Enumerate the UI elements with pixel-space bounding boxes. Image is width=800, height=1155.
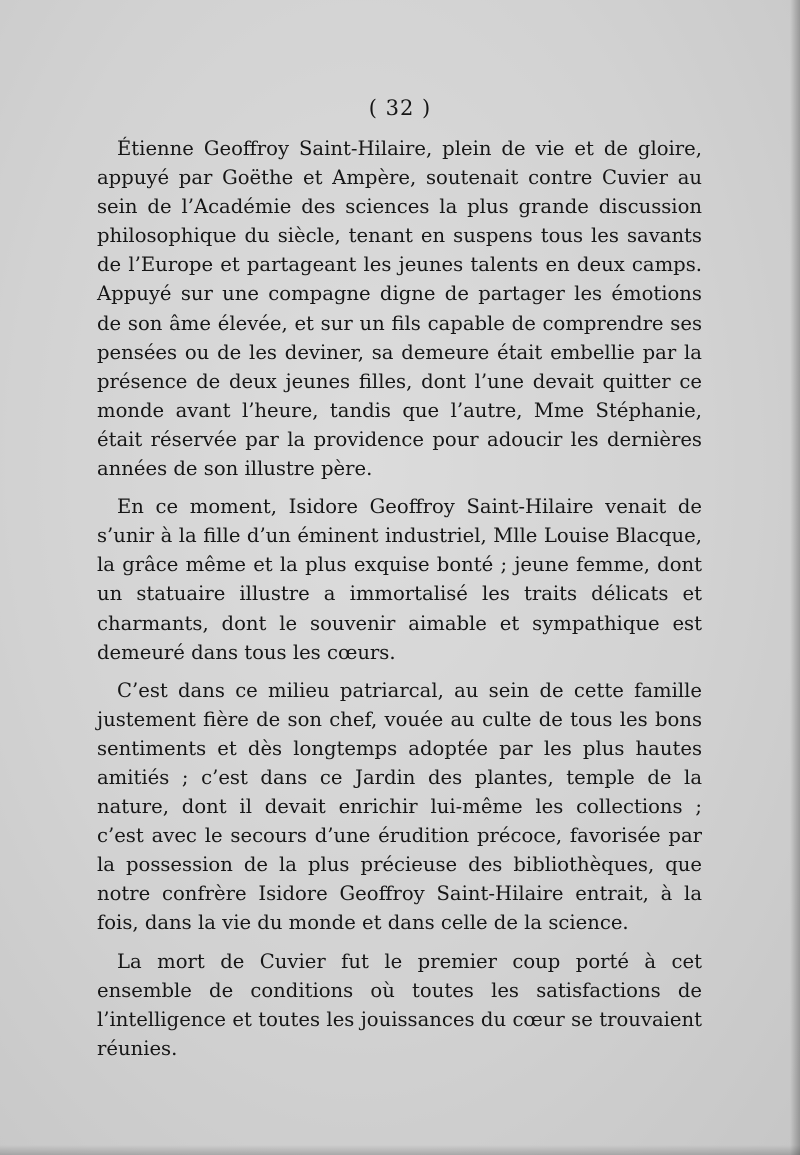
body-text: [97, 134, 702, 1063]
paragraph-geoffroy-etienne: Étienne Geoffroy Saint-Hilaire, plein de vie et de gloire, appuyé par Goëthe et Ampère, soutenait contre Cuvier au sein de l’Académie des sciences la plus grande discussion philosophique du siècle, tenant en suspens tous les savants de l’Europe et partageant les jeunes talents en deux camps. Appuyé sur une compagne digne de partager les émotions de son âme élevée, et sur un fils capable de comprendre ses pensées ou de les deviner, sa demeure était embellie par la présence de deux jeunes filles, dont l’une devait quitter ce monde avant l’heure, tandis que l’autre, Mme Stéphanie, était réservée par la providence pour adoucir les dernières années de son illustre père.: [97, 137, 702, 481]
page-edge-shadow: [790, 0, 800, 1155]
page-bottom-shadow: [0, 1145, 800, 1155]
page-number: ( 32 ): [368, 96, 432, 120]
paragraph-isidore-marriage: En ce moment, Isidore Geoffroy Saint-Hilaire venait de s’unir à la fille d’un éminent industriel, Mlle Louise Blacque, la grâce même et la plus exquise bonté ; jeune femme, dont un statuaire illustre a immortalisé les traits délicats et charmants, dont le souvenir aimable et sympathique est demeuré dans tous les cœurs.: [97, 495, 702, 664]
paragraph-death-of-cuvier: La mort de Cuvier fut le premier coup porté à cet ensemble de conditions où toutes les satisfactions de l’intelligence et toutes les jouissances du cœur se trouvaient réunies.: [97, 949, 702, 1060]
paragraph-patriarchal-milieu: C’est dans ce milieu patriarcal, au sein de cette famille justement fière de son chef, vouée au culte de tous les bons sentiments et dès longtemps adoptée par les plus hautes amitiés ; c’est dans ce Jardin des plantes, temple de la nature, dont il devait enrichir lui-même les collections ; c’est avec le secours d’une érudition précoce, favorisée par la possession de la plus précieuse des bibliothèques, que notre confrère Isidore Geoffroy Saint-Hilaire entrait, à la fois, dans la vie du monde et dans celle de la science.: [97, 678, 702, 935]
